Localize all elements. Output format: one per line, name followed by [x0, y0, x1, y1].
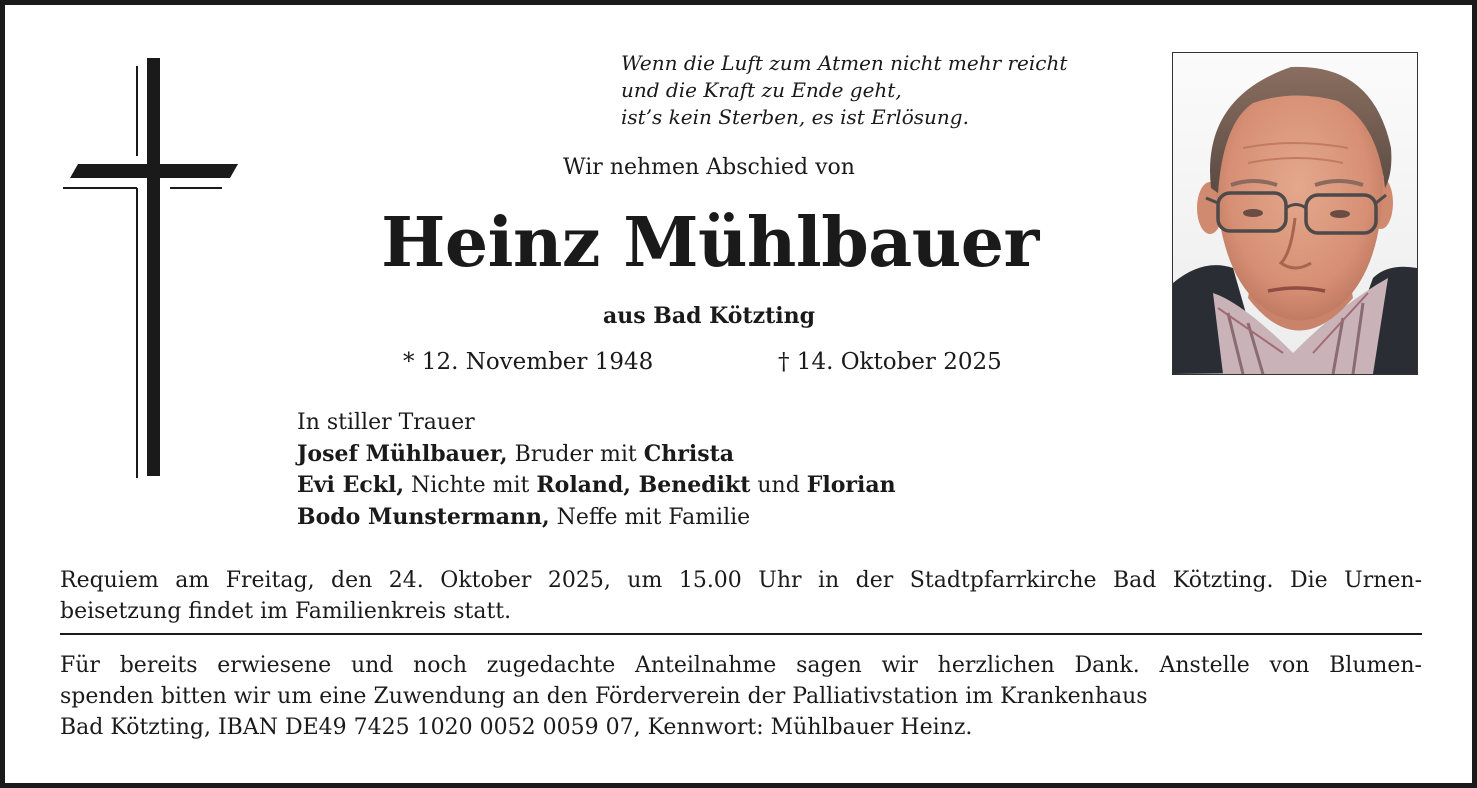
- poem-line: Wenn die Luft zum Atmen nicht mehr reicht: [621, 51, 1068, 75]
- mourner-row: [297, 439, 896, 471]
- mourner-partner: Florian: [806, 472, 896, 498]
- portrait-illustration: [1173, 53, 1417, 374]
- mourner-connector: und: [750, 473, 807, 498]
- deceased-origin: aus Bad Kötzting: [602, 303, 816, 329]
- portrait-photo: [1172, 52, 1418, 375]
- mourner-name: Bodo Munstermann,: [297, 503, 550, 530]
- poem: [621, 50, 1067, 131]
- requiem-line: Requiem am Freitag, den 24. Oktober 2025, um 15.00 Uhr in der Stadtpfarrkirche Bad Kötzting. Die Urnen-: [60, 568, 1422, 593]
- divider: [60, 633, 1422, 635]
- thanks-line: spenden bitten wir um eine Zuwendung an den Förderverein der Palliativstation im Krankenhaus: [60, 684, 1148, 709]
- mourner-partner: Roland, Benedikt: [536, 472, 751, 498]
- cross-icon: [60, 52, 245, 482]
- mourners-heading: In stiller Trauer: [297, 410, 475, 435]
- mourner-partner: Christa: [643, 440, 735, 467]
- poem-line: ist’s kein Sterben, es ist Erlösung.: [621, 105, 969, 129]
- poem-line: und die Kraft zu Ende geht,: [621, 78, 902, 102]
- intro-text: Wir nehmen Abschied von: [563, 155, 855, 180]
- mourners-list: [297, 407, 896, 533]
- mourner-row: [297, 502, 896, 534]
- thanks-line: Bad Kötzting, IBAN DE49 7425 1020 0052 0059 07, Kennwort: Mühlbauer Heinz.: [60, 715, 973, 740]
- mourner-name: Evi Eckl,: [297, 472, 404, 498]
- death-date: † 14. Oktober 2025: [778, 349, 1002, 375]
- deceased-name: Heinz Mühlbauer: [381, 203, 1039, 283]
- requiem-paragraph: [60, 565, 1422, 627]
- mourner-relation: Bruder mit: [507, 441, 644, 467]
- mourner-name: Josef Mühlbauer,: [297, 440, 508, 467]
- mourner-row: [297, 470, 896, 502]
- requiem-line: beisetzung findet im Familienkreis statt.: [60, 599, 512, 624]
- birth-date: * 12. November 1948: [403, 349, 654, 375]
- mourner-relation: Nichte mit: [404, 473, 537, 498]
- thanks-paragraph: [60, 650, 1422, 743]
- mourner-relation: Neffe mit Familie: [549, 504, 751, 530]
- thanks-line: Für bereits erwiesene und noch zugedachte Anteilnahme sagen wir herzlichen Dank. Anstelle von Blumen-: [60, 653, 1422, 678]
